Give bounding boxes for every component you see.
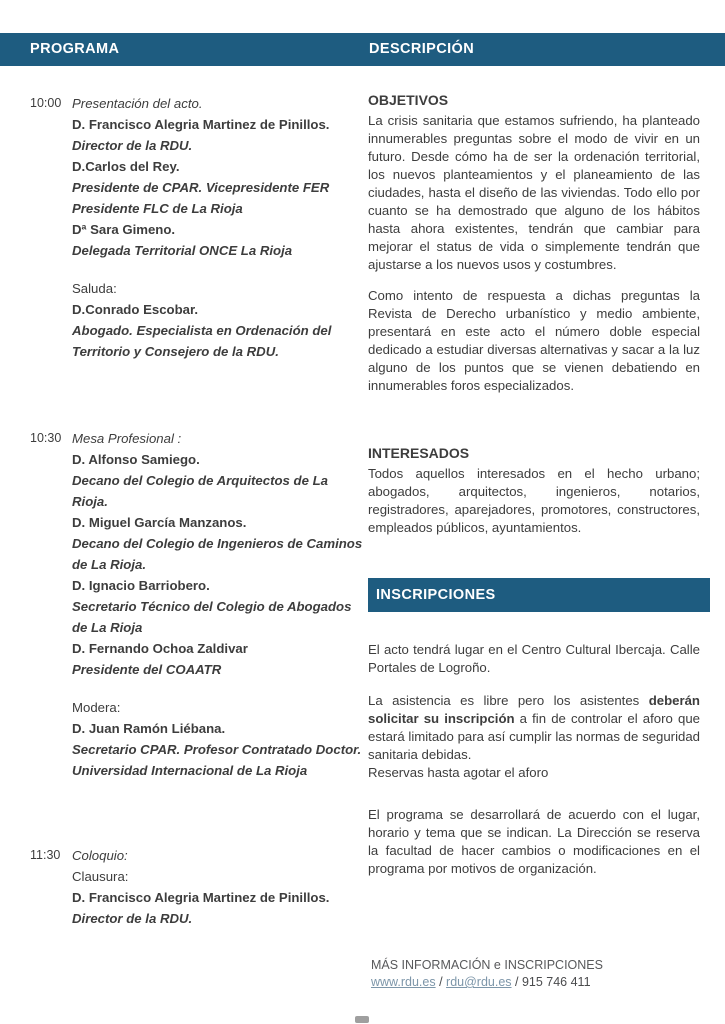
speaker-name: D. Francisco Alegria Martinez de Pinillos.	[72, 890, 330, 905]
attendance-text-post: a fin de controlar el aforo que estará limitado para así cumplir las normas de seguridad sanitaria debidas.	[368, 711, 700, 762]
disclaimer-section	[368, 806, 700, 878]
spacer	[72, 680, 366, 697]
session-time: 11:30	[30, 848, 61, 862]
session-content	[72, 428, 366, 781]
attendance-text-pre: La asistencia es libre pero los asistentes	[368, 693, 649, 708]
speaker-name: D. Alfonso Samiego.	[72, 452, 200, 467]
speaker-role: Decano del Colegio de Arquitectos de La Rioja.	[72, 473, 328, 509]
footer-contact-line	[371, 974, 703, 991]
speaker-role: Presidente de CPAR. Vicepresidente FER	[72, 180, 330, 195]
speaker-role: Decano del Colegio de Ingenieros de Caminos de La Rioja.	[72, 536, 363, 572]
session-title: Mesa Profesional :	[72, 431, 182, 446]
page-edge-mark	[355, 1016, 369, 1023]
speaker-role: Director de la RDU.	[72, 911, 193, 926]
description-column-header: DESCRIPCIÓN	[369, 41, 475, 57]
reservas-line: Reservas hasta agotar el aforo	[368, 765, 549, 780]
subsection-label: Saluda:	[72, 281, 117, 296]
speaker-name: D.Conrado Escobar.	[72, 302, 199, 317]
footer-separator: /	[435, 975, 447, 989]
program-session-1030	[30, 428, 366, 781]
session-content	[72, 845, 366, 929]
objetivos-paragraph-1: La crisis sanitaria que estamos sufriendo, ha planteado innumerables preguntas sobre el modo de vivir en un futuro. Desde cómo ha de ser la ordenación territorial, los nuevos planteamientos y el planeamiento de las ciudades, hasta el diseño de las viviendas. Todo ello por cuanto se ha demostrado que alguno de los hábitos hasta ahora existentes, tendrán que cambiar para mejorar el status de vida o simplemente tendrán que ajustarse a los nuevos usos y costumbres.	[368, 113, 700, 272]
spacer	[72, 261, 366, 278]
session-content	[72, 93, 366, 362]
speaker-role: Secretario CPAR. Profesor Contratado Doctor. Universidad Internacional de La Rioja	[72, 742, 362, 778]
session-time: 10:00	[30, 96, 62, 110]
speaker-role: Director de la RDU.	[72, 138, 193, 153]
venue-paragraph: El acto tendrá lugar en el Centro Cultural Ibercaja. Calle Portales de Logroño.	[368, 642, 700, 675]
website-link[interactable]: www.rdu.es	[371, 975, 436, 989]
speaker-role: Secretario Técnico del Colegio de Abogados de La Rioja	[72, 599, 352, 635]
venue-section	[368, 641, 700, 677]
program-session-1000	[30, 93, 366, 362]
subsection-label: Modera:	[72, 700, 121, 715]
objetivos-heading: OBJETIVOS	[368, 92, 449, 108]
footer	[371, 957, 703, 991]
objetivos-section	[368, 92, 700, 395]
email-link[interactable]: rdu@rdu.es	[446, 975, 512, 989]
interesados-section	[368, 445, 700, 537]
speaker-name: D. Miguel García Manzanos.	[72, 515, 247, 530]
objetivos-paragraph-2: Como intento de respuesta a dichas preguntas la Revista de Derecho urbanístico y medio ambiente, presentará en este acto el número doble especial dedicado a estudiar diversas alternativas y sacar a la luz alguno de los puntos que se vienen debatiendo en innumerables foros especializados.	[368, 288, 700, 393]
inscripciones-bar	[368, 578, 710, 612]
speaker-name: D.Carlos del Rey.	[72, 159, 180, 174]
speaker-role: Delegada Territorial ONCE La Rioja	[72, 243, 293, 258]
speaker-role: Presidente FLC de La Rioja	[72, 201, 243, 216]
program-column-header: PROGRAMA	[30, 41, 120, 57]
speaker-name: D. Juan Ramón Liébana.	[72, 721, 226, 736]
session-item: Clausura:	[72, 869, 129, 884]
footer-separator: /	[511, 975, 522, 989]
speaker-name: Dª Sara Gimeno.	[72, 222, 176, 237]
session-title: Coloquio:	[72, 848, 128, 863]
attendance-text-bold: deberán solicitar su inscripción	[368, 693, 700, 726]
interesados-paragraph: Todos aquellos interesados en el hecho urbano; abogados, arquitectos, ingenieros, notarios, registradores, aparejadores, promotores, constructores, empleados públicos, ayuntamientos.	[368, 466, 700, 535]
speaker-name: D. Francisco Alegria Martinez de Pinillos.	[72, 117, 330, 132]
header-bar	[0, 33, 725, 66]
speaker-role: Abogado. Especialista en Ordenación del Territorio y Consejero de la RDU.	[72, 323, 332, 359]
disclaimer-paragraph: El programa se desarrollará de acuerdo con el lugar, horario y tema que se indican. La Dirección se reserva la facultad de hacer cambios o modificaciones en el programa por motivos de organización.	[368, 807, 700, 876]
attendance-paragraph	[368, 692, 700, 764]
inscripciones-heading: INSCRIPCIONES	[376, 587, 496, 603]
session-title: Presentación del acto.	[72, 96, 203, 111]
attendance-section	[368, 692, 700, 782]
phone-number: 915 746 411	[521, 975, 591, 989]
session-time: 10:30	[30, 431, 62, 445]
speaker-name: D. Fernando Ochoa Zaldivar	[72, 641, 248, 656]
interesados-heading: INTERESADOS	[368, 445, 470, 461]
speaker-name: D. Ignacio Barriobero.	[72, 578, 210, 593]
program-session-1130	[30, 845, 366, 929]
footer-heading: MÁS INFORMACIÓN e INSCRIPCIONES	[371, 958, 603, 972]
speaker-role: Presidente del COAATR	[72, 662, 222, 677]
